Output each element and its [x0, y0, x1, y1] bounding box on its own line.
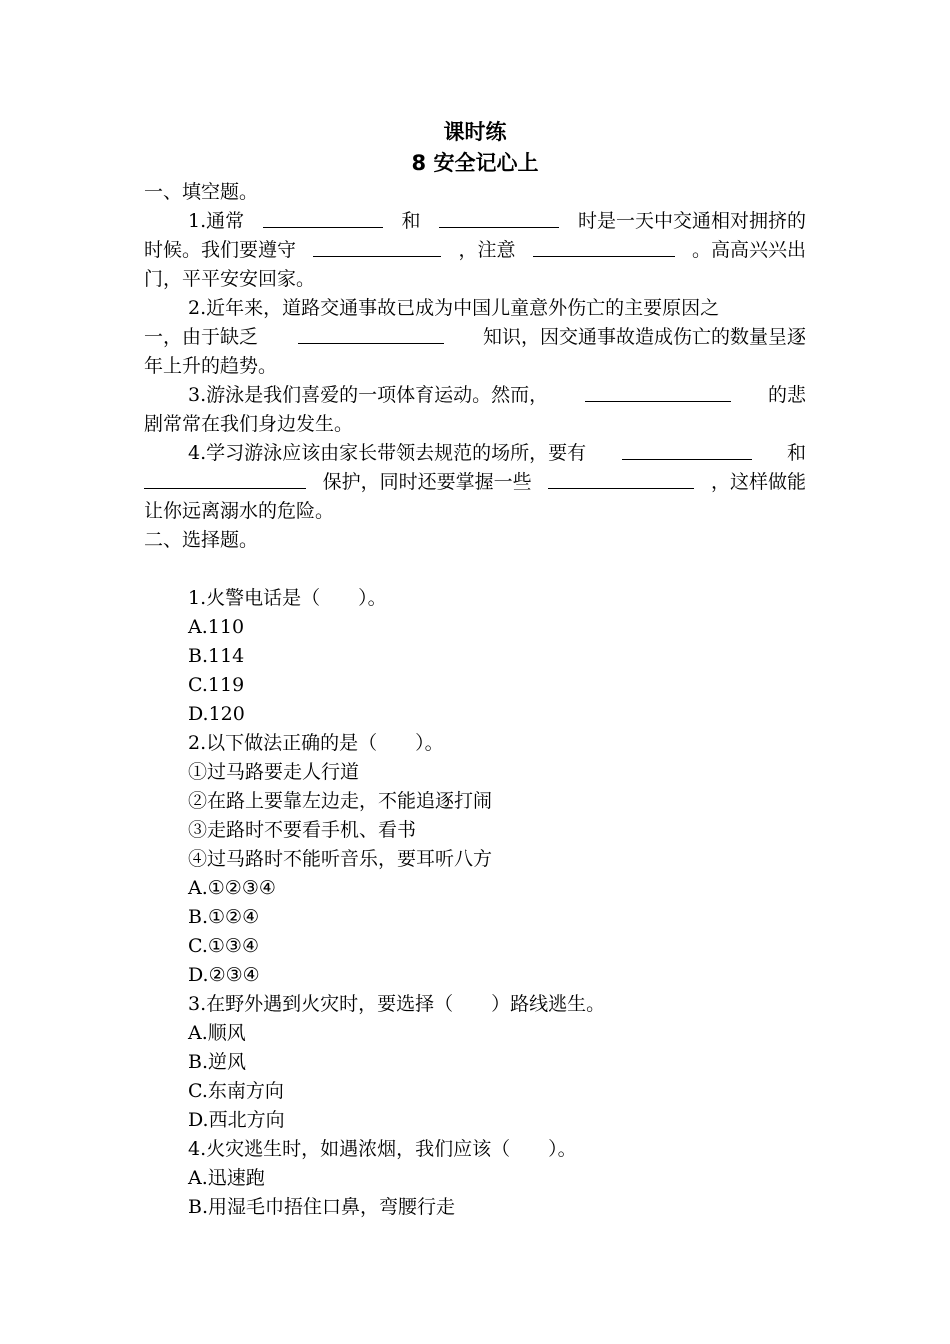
mc-line: B.用湿毛巾捂住口鼻，弯腰行走 [188, 1196, 456, 1218]
mc-line: ③走路时不要看手机、看书 [188, 819, 417, 841]
mc-line: ②在路上要靠左边走，不能追逐打闹 [188, 790, 493, 812]
q4-text-a: 4.学习游泳应该由家长带领去规范的场所，要有 [188, 442, 587, 464]
mc-line: B.114 [188, 645, 245, 667]
q4-blank-3[interactable] [548, 468, 694, 489]
q4-text-e: 让你远离溺水的危险。 [144, 500, 335, 522]
q3-text-b: 的悲 [767, 384, 806, 406]
mc-line: A.110 [188, 616, 245, 638]
q1-text-f: 。高高兴兴出 [691, 239, 806, 261]
q1-line1 [144, 207, 806, 236]
q2-line2 [144, 323, 806, 352]
q3-text-a: 3.游泳是我们喜爱的一项体育运动。然而， [188, 384, 549, 406]
mc-line: 3.在野外遇到火灾时，要选择（ ）路线逃生。 [188, 993, 606, 1015]
mc-line: A.迅速跑 [188, 1167, 265, 1189]
q4-text-c: 保护，同时还要掌握一些 [322, 471, 532, 493]
q2-text-d: 年上升的趋势。 [144, 355, 278, 377]
q1-blank-3[interactable] [313, 236, 441, 257]
q1-text-a: 1.通常 [188, 210, 245, 232]
q4-line1 [144, 439, 806, 468]
page-title: 课时练 [443, 120, 507, 144]
mc-line: D.②③④ [188, 964, 260, 986]
section1-heading: 一、填空题。 [144, 181, 259, 203]
q1-text-b: 和 [401, 210, 421, 232]
mc-line: C.119 [188, 674, 245, 696]
q1-blank-4[interactable] [533, 236, 675, 257]
mc-line: C.东南方向 [188, 1080, 284, 1102]
q3-blank-1[interactable] [585, 381, 731, 402]
mc-line: A.顺风 [188, 1022, 246, 1044]
mc-line: D.西北方向 [188, 1109, 285, 1131]
mc-line: C.①③④ [188, 935, 259, 957]
q2-text-b: 一，由于缺乏 [144, 326, 259, 348]
mc-line: B.逆风 [188, 1051, 247, 1073]
lesson-title: 8 安全记心上 [411, 151, 539, 175]
mc-line: D.120 [188, 703, 245, 725]
q1-text-e: ，注意 [458, 239, 516, 261]
q1-text-c: 时是一天中交通相对拥挤的 [577, 210, 806, 232]
q2-blank-1[interactable] [298, 323, 444, 344]
mc-line: A.①②③④ [188, 877, 276, 899]
mc-line: ①过马路要走人行道 [188, 761, 360, 783]
q4-text-d: ，这样做能 [710, 471, 806, 493]
mc-line: 2.以下做法正确的是（ ）。 [188, 732, 444, 754]
q4-blank-1[interactable] [622, 439, 752, 460]
q4-text-b: 和 [786, 442, 806, 464]
q1-text-d: 时候。我们要遵守 [144, 239, 297, 261]
q1-blank-2[interactable] [439, 207, 559, 228]
q2-text-a: 2.近年来，道路交通事故已成为中国儿童意外伤亡的主要原因之 [188, 297, 720, 319]
mc-line: 4.火灾逃生时，如遇浓烟，我们应该（ ）。 [188, 1138, 577, 1160]
q3-line1 [144, 381, 806, 410]
q4-line2 [144, 468, 806, 497]
mc-line: ④过马路时不能听音乐，要耳听八方 [188, 848, 493, 870]
q1-text-g: 门，平平安安回家。 [144, 268, 316, 290]
mc-line: 1.火警电话是（ ）。 [188, 587, 387, 609]
q1-blank-1[interactable] [263, 207, 383, 228]
section2-heading: 二、选择题。 [144, 529, 259, 551]
q3-text-c: 剧常常在我们身边发生。 [144, 413, 354, 435]
q1-line2 [144, 236, 806, 265]
q2-text-c: 知识，因交通事故造成伤亡的数量呈逐 [482, 326, 806, 348]
mc-line: B.①②④ [188, 906, 260, 928]
q4-blank-2[interactable] [144, 468, 306, 489]
